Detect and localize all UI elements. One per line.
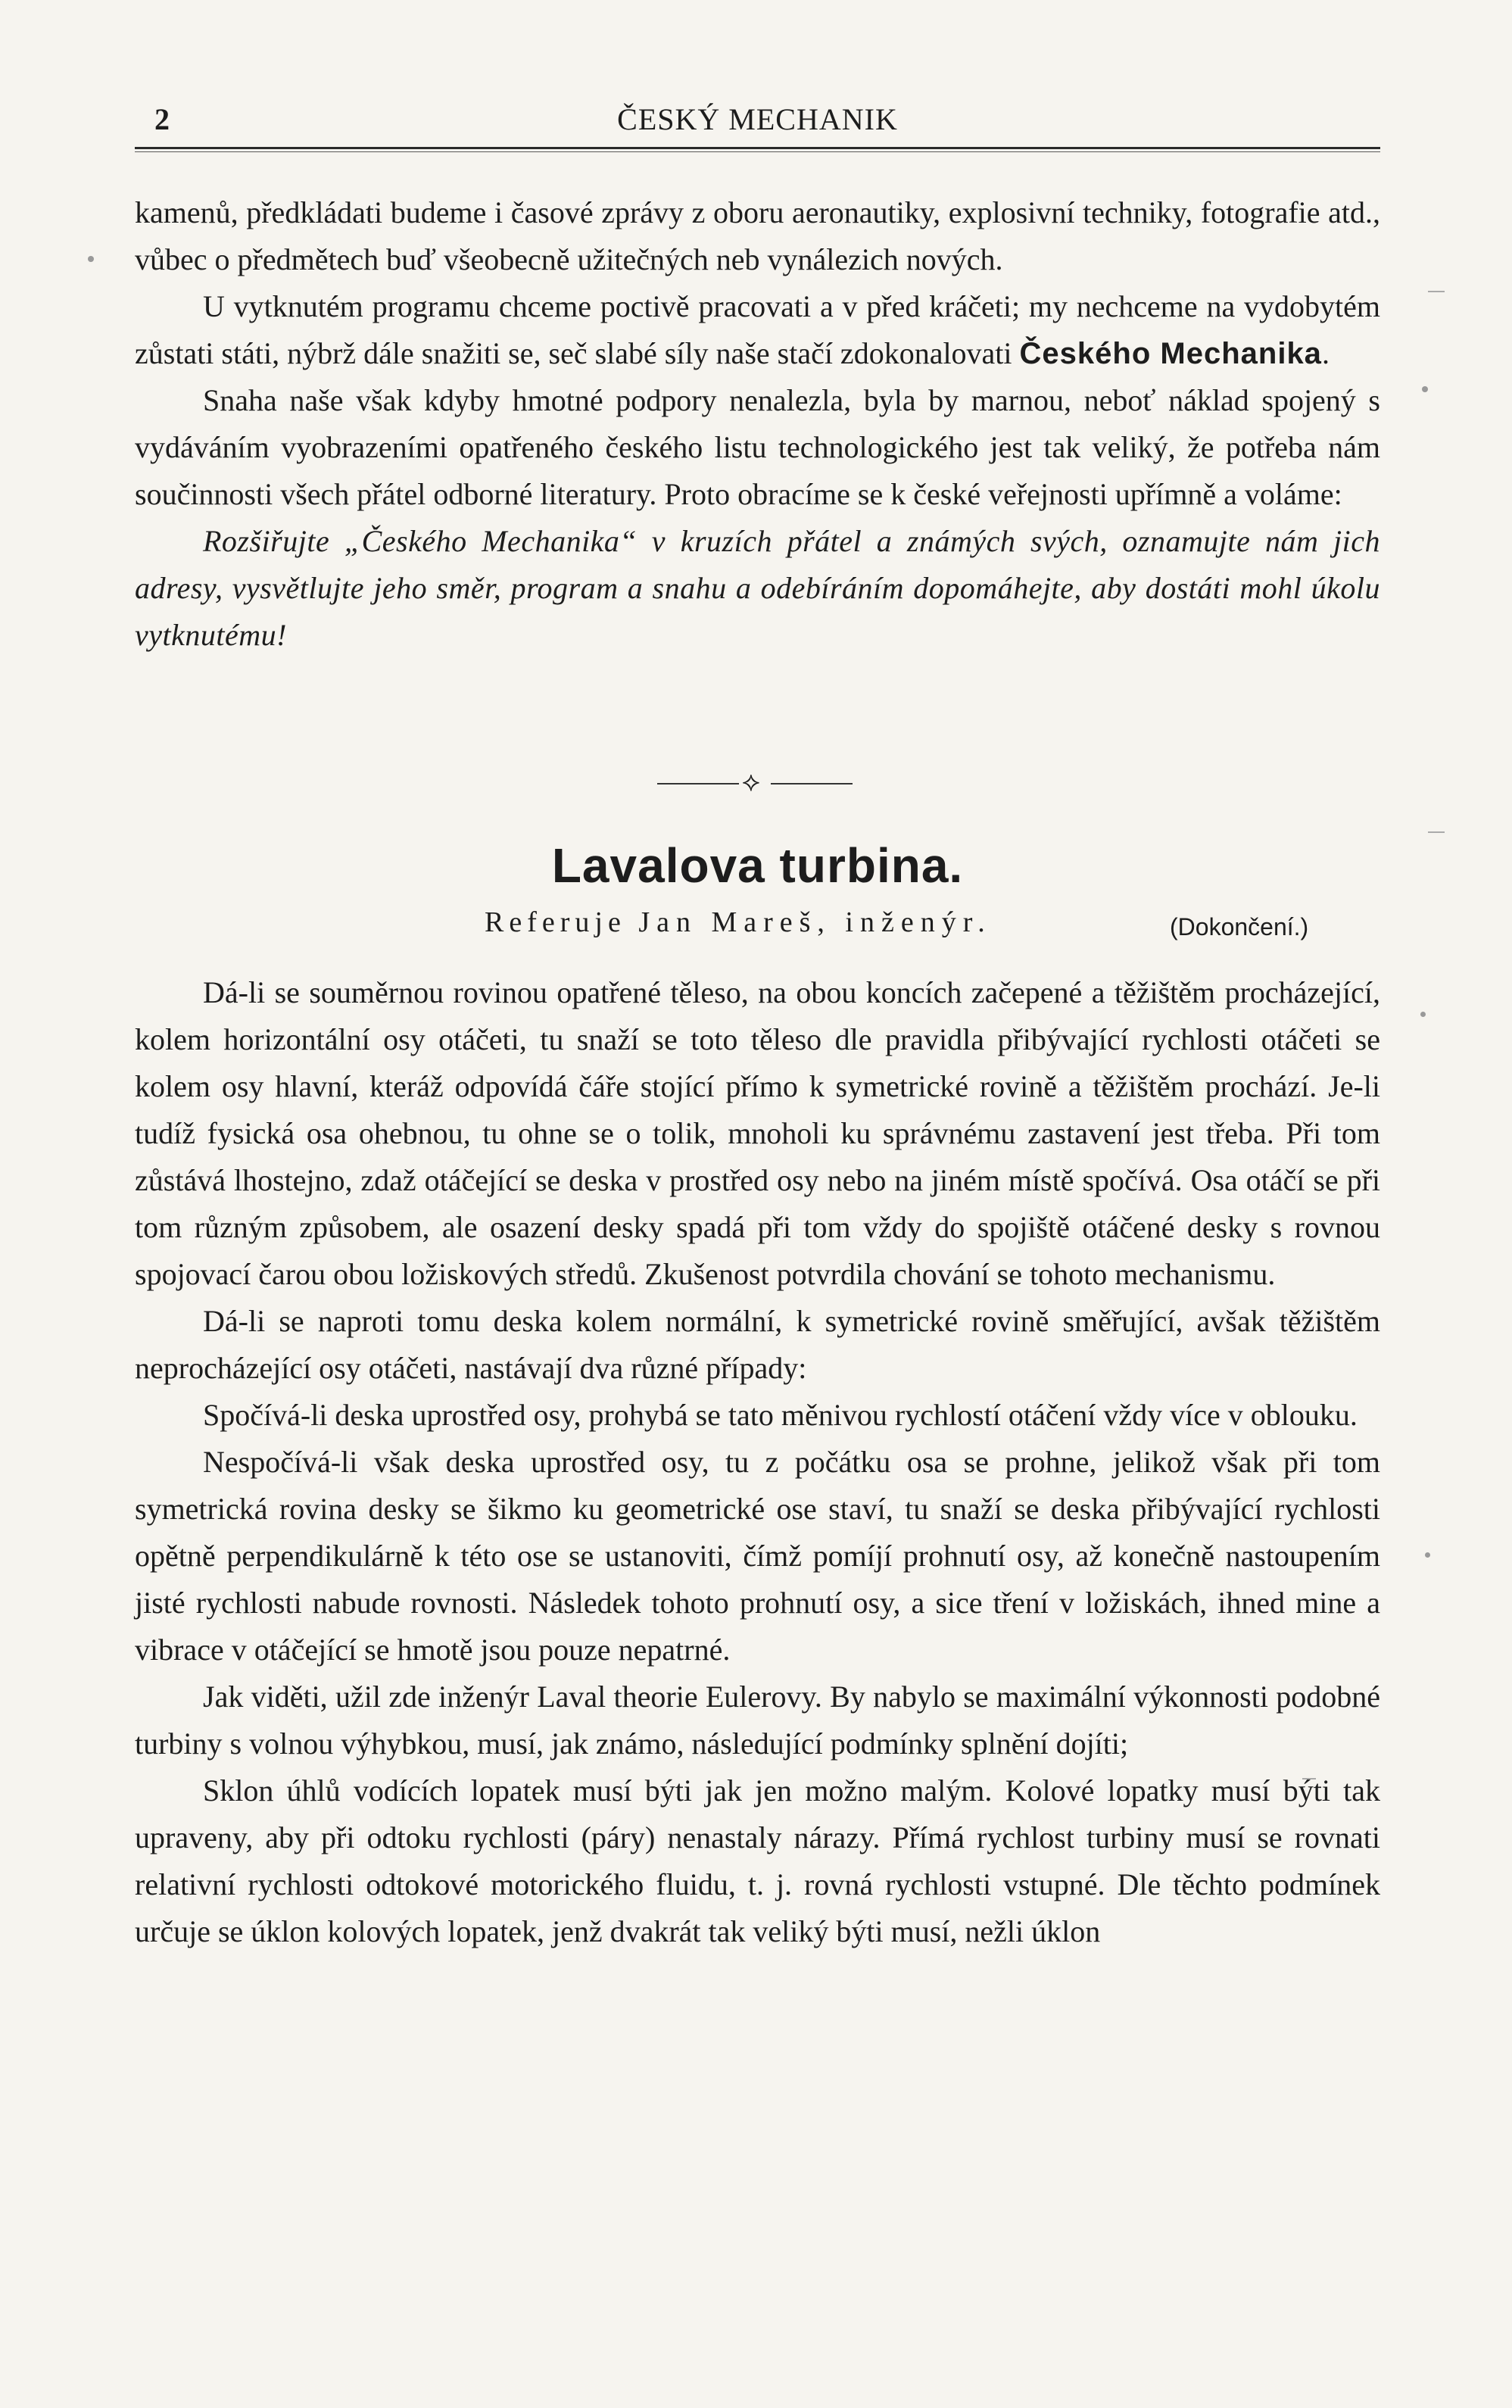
article-paragraph-6: Sklon úhlů vodících lopatek musí býti jak jen možno malým. Kolové lopatky musí býti tak upraveny, aby při odtoku rychlosti (páry) nenastaly nárazy. Přímá rychlost turbiny musí se rovnati relativní rychlosti odtokové motorického fluidu, t. j. rovná rychlosti vstupné. Dle těchto podmínek určuje se úklon kolových lopatek, jenž dvakrát tak veliký býti musí, nežli úklon: [135, 1773, 1380, 1948]
article-body: [135, 969, 1380, 1955]
continued-note: (Dokončení.): [1170, 913, 1309, 940]
header-rule: [135, 147, 1380, 149]
header-rule-thin: [135, 151, 1380, 152]
byline-prefix: Referuje: [485, 906, 626, 938]
scan-speck: [1422, 386, 1428, 392]
intro-paragraph-2-end: .: [1321, 336, 1330, 370]
article-paragraph-1: Dá-li se souměrnou rovinou opatřené těleso, na obou koncích začepené a těžištěm procházející, kolem horizontální osy otáčeti, tu snaží se toto těleso dle pravidla přibývající rychlosti otáčeti se kolem osy hlavní, kteráž odpovídá čáře stojící přímo k symetrické rovině a těžištěm prochází. Je-li tudíž fysická osa ohebnou, tu ohne se o tolik, mnoholi ku správnému zastavení jest třeba. Při tom zůstává lhostejno, zdaž otáčející se deska v prostřed osy nebo na jiném místě spočívá. Osa otáčí se při tom různým způsobem, ale osazení desky spadá při tom vždy do spojiště otáčené desky s rovnou spojovací čarou obou ložiskových středů. Zkušenost potvrdila chování se tohoto mechanismu.: [135, 975, 1380, 1291]
page-header: [135, 97, 1380, 142]
running-head: ČESKÝ MECHANIK: [617, 102, 898, 136]
intro-paragraph-3: Snaha naše však kdyby hmotné podpory nenalezla, byla by marnou, neboť náklad spojený s vydáváním vyobrazeními opatřeného českého listu technologického jest tak veliký, že potřeba nám součinnosti všech přátel odborné literatury. Proto obracíme se k české veřejnosti upřímně a voláme:: [135, 383, 1380, 511]
byline-author: Jan Mareš, inženýr.: [638, 906, 992, 938]
scan-speck: [1420, 1012, 1426, 1017]
reader-appeal: Rozšiřujte „Českého Mechanika“ v kruzích přátel a známých svých, oznamujte nám jich adresy, vysvětlujte jeho směr, program a snahu a odebíráním dopomáhejte, aby dostáti mohl úkolu vytknutému!: [135, 524, 1380, 652]
article-byline: [485, 906, 992, 939]
ornament-line-right: [771, 783, 853, 784]
diamond-ornament-icon: ⟡: [742, 766, 760, 797]
intro-paragraph-2-text: U vytknutém programu chceme poctivě pracovati a v před kráčeti; my nechceme na vydobytém zůstati státi, nýbrž dále snažiti se, seč slabé síly naše stačí zdokonalovati: [135, 289, 1380, 370]
ornament-line-left: [657, 783, 739, 784]
page-number: 2: [154, 102, 170, 136]
intro-paragraph-1: kamenů, předkládati budeme i časové zprávy z oboru aeronautiky, explosivní techniky, fotografie atd., vůbec o předmětech buď všeobecně užitečných neb vynálezich nových.: [135, 195, 1380, 276]
margin-mark: [1428, 831, 1445, 833]
article-paragraph-3: Spočívá-li deska uprostřed osy, prohybá se tato měnivou rychlostí otáčení vždy více v oblouku.: [203, 1398, 1358, 1432]
journal-name: Českého Mechanika: [1019, 337, 1322, 370]
article-paragraph-2: Dá-li se naproti tomu deska kolem normální, k symetrické rovině směřující, avšak těžištěm neprocházející osy otáčeti, nastávají dva různé případy:: [135, 1304, 1380, 1385]
margin-mark: [1428, 291, 1445, 292]
margin-mark: [1302, 1778, 1316, 1779]
intro-paragraph-2: [135, 283, 1380, 377]
intro-section: [135, 189, 1380, 659]
scan-speck: [88, 256, 94, 262]
article-title: Lavalova turbina.: [551, 838, 964, 893]
section-ornament: [657, 768, 854, 798]
scan-speck: [1425, 1552, 1430, 1558]
article-paragraph-5: Jak viděti, užil zde inženýr Laval theorie Eulerovy. By nabylo se maximální výkonnosti podobné turbiny s volnou výhybkou, musí, jak známo, následující podmínky splnění dojíti;: [135, 1680, 1380, 1761]
article-paragraph-4: Nespočívá-li však deska uprostřed osy, tu z počátku osa se prohne, jelikož však při tom symetrická rovina desky se šikmo ku geometrické ose staví, tu snaží se deska přibývající rychlosti opětně perpendikulárně k této ose se ustanoviti, čímž pomíjí prohnutí osy, až konečně nastoupením jisté rychlosti nabude rovnosti. Následek tohoto prohnutí osy, a sice tření v ložiskách, ihned mine a vibrace v otáčející se hmotě jsou pouze nepatrné.: [135, 1445, 1380, 1667]
